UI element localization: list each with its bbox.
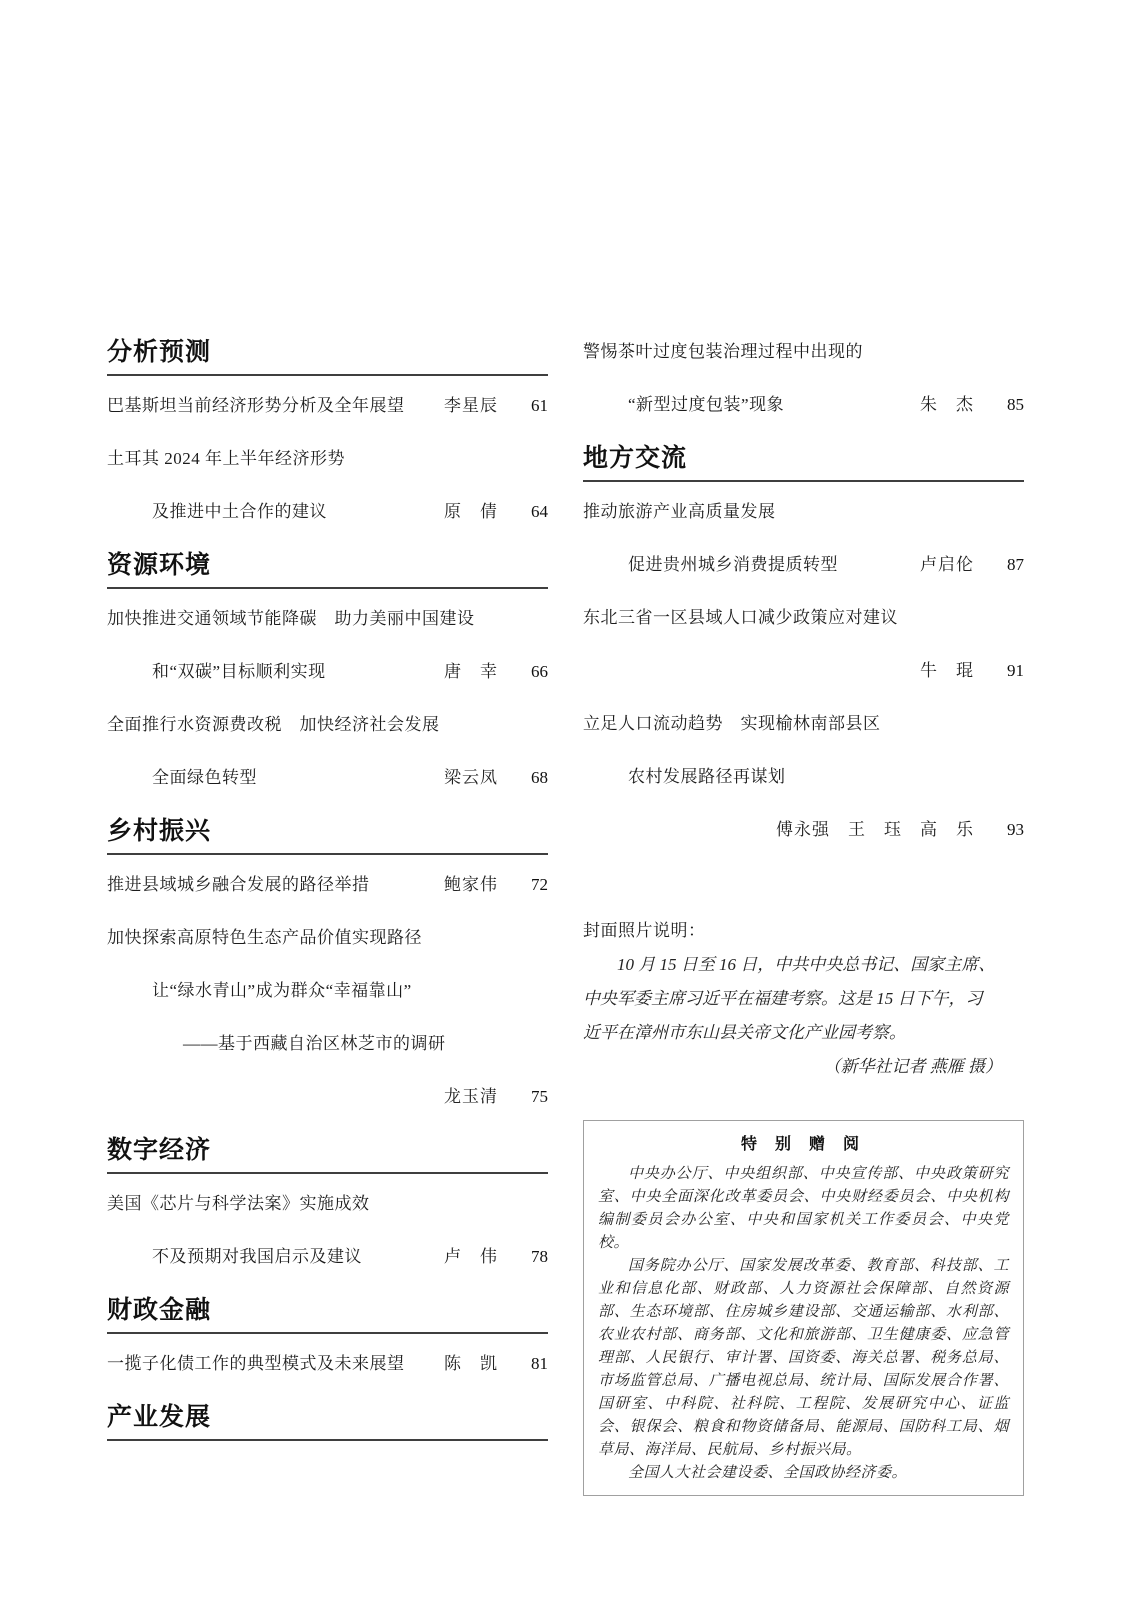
toc-section [107,817,548,1111]
toc-section [107,551,548,792]
entry-title: 及推进中土合作的建议 [152,502,327,521]
cover-note-line: 中央军委主席习近平在福建考察。这是 15 日下午，习 [583,989,983,1008]
entry-page-number: 91 [1007,661,1024,680]
entry-author: 鲍家伟 [444,875,498,894]
cover-note-photo-credit: （新华社记者 燕雁 摄） [823,1057,1002,1076]
entry-author: 龙玉清 [444,1087,498,1106]
section-heading-rule [583,480,1024,482]
entry-authors-row [583,657,1024,685]
special-gift-paragraph: 中央办公厅、中央组织部、中央宣传部、中央政策研究室、中央全面深化改革委员会、中央财经委员会、中央机构编制委员会办公室、中央和国家机关工作委员会、中央党校。 [598,1166,1009,1251]
entry-row [583,551,1024,579]
entry-title: “新型过度包装”现象 [628,395,785,414]
section-heading-rule [107,1332,548,1334]
entry-authors-row [107,1083,548,1111]
entry-author: 梁云凤 [444,768,498,787]
entry-row [583,763,1024,791]
cover-note-title: 封面照片说明： [583,921,706,940]
section-heading-rule [107,853,548,855]
toc-section [583,444,1024,844]
section-heading-rule [107,1172,548,1174]
cover-note-line: 近平在漳州市东山县关帝文化产业园考察。 [583,1023,906,1042]
special-gift-paragraph: 国务院办公厅、国家发展改革委、教育部、科技部、工业和信息化部、财政部、人力资源社会保障部、自然资源部、生态环境部、住房城乡建设部、交通运输部、水利部、农业农村部、商务部、文化和旅游部、卫生健康委、应急管理部、人民银行、审计署、国资委、海关总署、税务总局、市场监管总局、广播电视总局、统计局、国际发展合作署、国研室、中科院、社科院、工程院、发展研究中心、证监会、银保会、粮食和物资储备局、能源局、国防科工局、烟草局、海洋局、民航局、乡村振兴局。 [598,1258,1009,1458]
entry-page-number: 66 [531,662,548,681]
entry-authors-row [583,816,1024,844]
right-column-carryover-entries [583,338,1024,419]
entry-page-number: 85 [1007,395,1024,414]
entry-title: 土耳其 2024 年上半年经济形势 [107,449,345,468]
entry-title: 农村发展路径再谋划 [628,767,786,786]
toc-section [107,1136,548,1271]
entry-row [107,1243,548,1271]
entry-page-number: 78 [531,1247,548,1266]
entry-author: 傅永强 王 珏 高 乐 [776,820,974,839]
cover-photo-note [583,914,1024,1084]
entry-row [583,710,1024,738]
section-heading: 产业发展 [107,1404,212,1431]
section-heading-rule [107,587,548,589]
entry-title: 东北三省一区县域人口减少政策应对建议 [583,608,898,627]
special-gift-paragraph: 全国人大社会建设委、全国政协经济委。 [628,1465,908,1481]
toc-columns [107,338,1024,1496]
entry-author: 卢启伦 [920,555,974,574]
entry-row [583,498,1024,526]
entry-row [107,977,548,1005]
entry-row [107,764,548,792]
entry-page-number: 64 [531,502,548,521]
entry-row [107,1030,548,1058]
entry-row [107,1190,548,1218]
entry-page-number: 93 [1007,820,1024,839]
entry-row [107,871,548,899]
section-heading-rule [107,374,548,376]
entry-row [107,445,548,473]
entry-author: 李星辰 [444,396,498,415]
entry-author: 卢 伟 [444,1247,498,1266]
entry-page-number: 81 [531,1354,548,1373]
entry-row [107,658,548,686]
section-heading: 分析预测 [107,339,212,366]
section-heading: 财政金融 [107,1297,212,1324]
entry-title: 促进贵州城乡消费提质转型 [628,555,838,574]
entry-title: 美国《芯片与科学法案》实施成效 [107,1194,370,1213]
cover-note-line: 10 月 15 日至 16 日，中共中央总书记、国家主席、 [617,955,996,974]
entry-row [583,604,1024,632]
entry-title: 立足人口流动趋势 实现榆林南部县区 [583,714,881,733]
entry-title: 让“绿水青山”成为群众“幸福靠山” [152,981,412,1000]
section-heading: 地方交流 [583,445,688,472]
entry-title: 和“双碳”目标顺利实现 [152,662,326,681]
special-gift-box-title: 特 别 赠 阅 [740,1136,866,1153]
entry-page-number: 61 [531,396,548,415]
entry-page-number: 75 [531,1087,548,1106]
entry-author: 陈 凯 [444,1354,498,1373]
entry-title: ——基于西藏自治区林芝市的调研 [183,1034,446,1053]
entry-title: 一揽子化债工作的典型模式及未来展望 [107,1354,405,1373]
section-heading-rule [107,1439,548,1441]
entry-row [107,711,548,739]
entry-author: 牛 琨 [920,661,974,680]
entry-row [107,1350,548,1378]
toc-section [107,1403,548,1441]
section-heading: 资源环境 [107,552,212,579]
special-gift-box [583,1120,1024,1496]
entry-author: 原 倩 [444,502,498,521]
entry-title: 全面推行水资源费改税 加快经济社会发展 [107,715,440,734]
entry-row [107,605,548,633]
entry-title: 巴基斯坦当前经济形势分析及全年展望 [107,396,405,415]
toc-section [107,1296,548,1378]
toc-section [107,338,548,526]
section-heading: 乡村振兴 [107,818,212,845]
right-column-sections [583,444,1024,844]
entry-page-number: 72 [531,875,548,894]
entry-row [583,391,1024,419]
entry-page-number: 87 [1007,555,1024,574]
entry-title: 推动旅游产业高质量发展 [583,502,776,521]
section-heading: 数字经济 [107,1137,212,1164]
entry-title: 不及预期对我国启示及建议 [152,1247,362,1266]
toc-left-column [107,338,548,1496]
entry-title: 加快推进交通领域节能降碳 助力美丽中国建设 [107,609,475,628]
entry-title: 警惕茶叶过度包装治理过程中出现的 [583,342,863,361]
entry-author: 朱 杰 [920,395,974,414]
entry-author: 唐 幸 [444,662,498,681]
entry-title: 推进县域城乡融合发展的路径举措 [107,875,370,894]
toc-right-column [583,338,1024,1496]
entry-row [107,924,548,952]
entry-row [107,392,548,420]
entry-row [583,338,1024,366]
entry-title: 全面绿色转型 [152,768,257,787]
entry-title: 加快探索高原特色生态产品价值实现路径 [107,928,422,947]
entry-page-number: 68 [531,768,548,787]
entry-row [107,498,548,526]
